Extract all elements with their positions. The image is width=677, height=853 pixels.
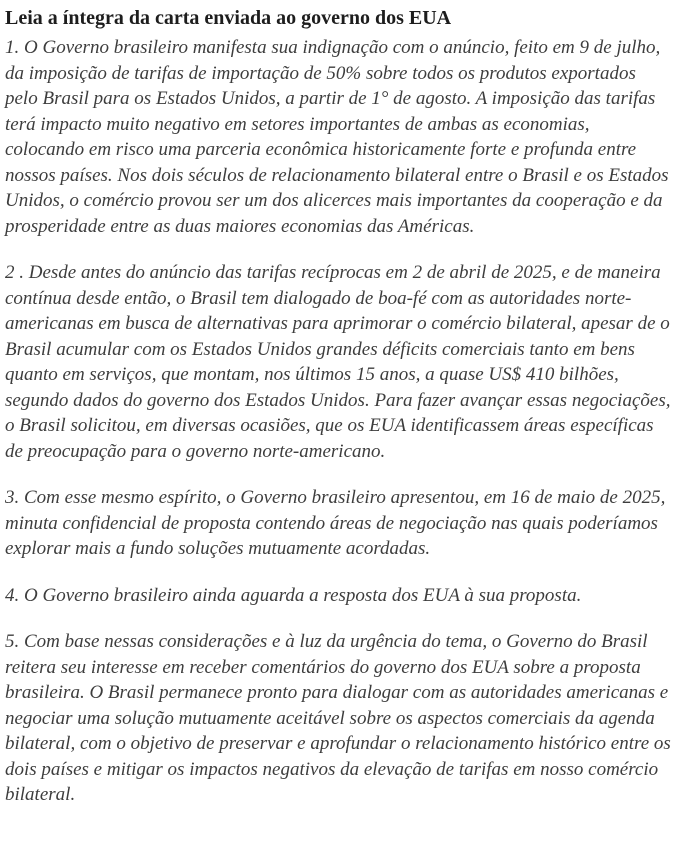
letter-paragraph-5: 5. Com base nessas considerações e à luz da urgência do tema, o Governo do Brasil reitera seu interesse em receber comentários do governo dos EUA sobre a proposta brasileira. O Brasil permanece pronto para dialogar com as autoridades americanas e negociar uma solução mutuamente aceitável sobre os aspectos comerciais da agenda bilateral, com o objetivo de preservar e aprofundar o relacionamento histórico entre os dois países e mitigar os impactos negativos da elevação de tarifas em nosso comércio bilateral. <box>5 631 671 805</box>
letter-paragraph-1: 1. O Governo brasileiro manifesta sua indignação com o anúncio, feito em 9 de julho, da imposição de tarifas de importação de 50% sobre todos os produtos exportados pelo Brasil para os Estados Unidos, a partir de 1° de agosto. A imposição das tarifas terá impacto muito negativo em setores importantes de ambas as economias, colocando em risco uma parceria econômica historicamente forte e profunda entre nossos países. Nos dois séculos de relacionamento bilateral entre o Brasil e os Estados Unidos, o comércio provou ser um dos alicerces mais importantes da cooperação e da prosperidade entre as duas maiores economias das Américas. <box>5 37 669 237</box>
letter-paragraph-2: 2 . Desde antes do anúncio das tarifas recíprocas em 2 de abril de 2025, e de maneira contínua desde então, o Brasil tem dialogado de boa-fé com as autoridades norte-americanas em busca de alternativas para aprimorar o comércio bilateral, apesar de o Brasil acumular com os Estados Unidos grandes déficits comerciais tanto em bens quanto em serviços, que montam, nos últimos 15 anos, a quase US$ 410 bilhões, segundo dados do governo dos Estados Unidos. Para fazer avançar essas negociações, o Brasil solicitou, em diversas ocasiões, que os EUA identificassem áreas específicas de preocupação para o governo norte-americano. <box>5 262 671 462</box>
letter-paragraph-3: 3. Com esse mesmo espírito, o Governo brasileiro apresentou, em 16 de maio de 2025, minuta confidencial de proposta contendo áreas de negociação nas quais poderíamos explorar mais a fundo soluções mutuamente acordadas. <box>5 487 666 559</box>
article-heading: Leia a íntegra da carta enviada ao governo dos EUA <box>5 7 452 29</box>
letter-paragraph-4: 4. O Governo brasileiro ainda aguarda a resposta dos EUA à sua proposta. <box>5 584 582 606</box>
